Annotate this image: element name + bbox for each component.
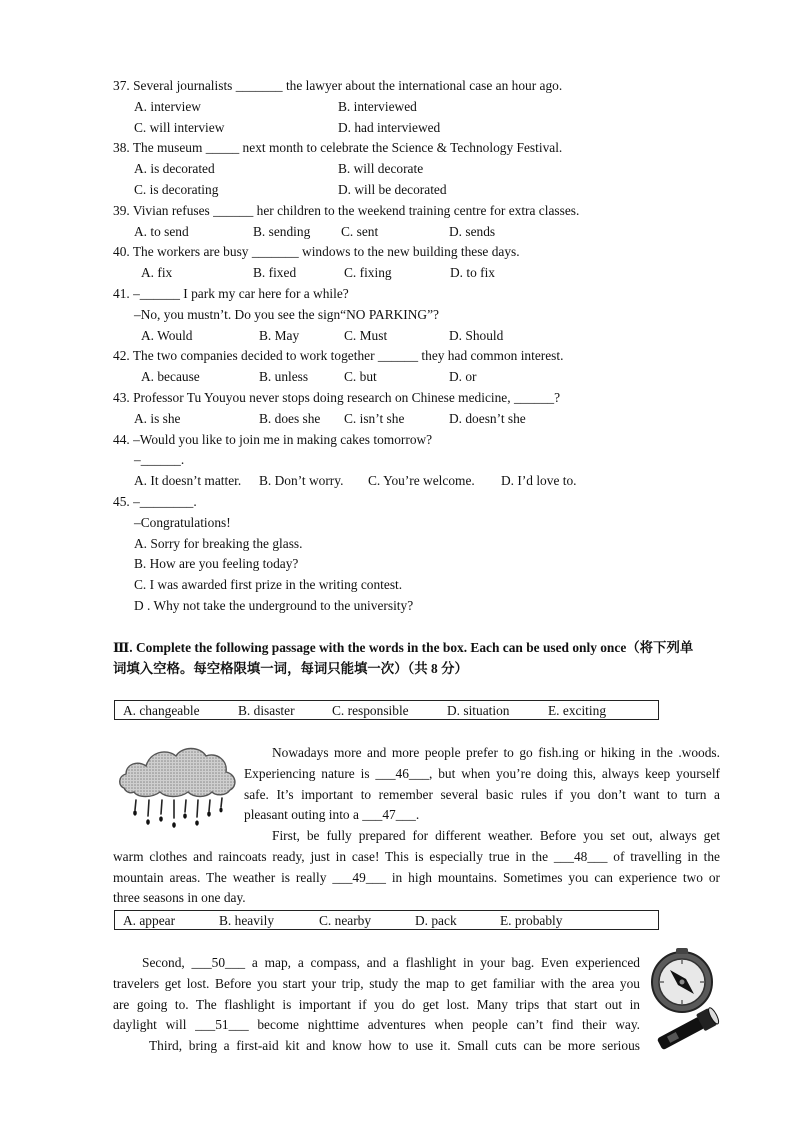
- option: A. It doesn’t matter.: [134, 473, 242, 489]
- passage-line: travelers get lost. Before you start your trip, study the map to get familiar with the area you: [113, 975, 640, 991]
- option: D. or: [449, 369, 477, 385]
- option: C. will interview: [134, 119, 225, 135]
- option: B. sending: [253, 223, 311, 239]
- option-row: [113, 471, 733, 492]
- option-row: [113, 97, 733, 118]
- question-stem: 43. Professor Tu Youyou never stops doing research on Chinese medicine, ______?: [113, 389, 561, 405]
- option: B. fixed: [253, 265, 297, 281]
- option: A. to send: [134, 223, 189, 239]
- option: D. doesn’t she: [449, 410, 526, 426]
- word-box-item: E. probably: [500, 913, 563, 928]
- question-reply: –No, you mustn’t. Do you see the sign“NO PARKING”?: [134, 306, 439, 322]
- option-row: [113, 409, 733, 430]
- option: C. Must: [344, 327, 388, 343]
- question-stem: 40. The workers are busy _______ windows to the new building these days.: [113, 244, 520, 260]
- option: C. fixing: [344, 265, 392, 281]
- word-box-item: E. exciting: [548, 703, 607, 718]
- passage-line: Experiencing nature is ___46___, but when you’re doing this, always keep yourself: [244, 765, 720, 781]
- question-stem: 38. The museum _____ next month to celebrate the Science & Technology Festival.: [113, 140, 563, 156]
- passage-line: safe. It’s important to remember several basic rules if you don’t want to turn a: [244, 786, 720, 802]
- option: A. is she: [134, 410, 181, 426]
- option-row: [113, 180, 733, 201]
- option: D. Should: [449, 327, 504, 343]
- section-title: [113, 638, 725, 679]
- passage-line: First, be fully prepared for different weather. Before you set out, always get: [272, 828, 720, 843]
- option-row: [113, 263, 733, 284]
- passage-line: warm clothes and raincoats ready, just in case! This is especially true in the ___48___ of travelling in the: [113, 848, 720, 864]
- option: A. because: [141, 369, 200, 385]
- option: D. I’d love to.: [501, 473, 577, 489]
- option: B. Don’t worry.: [259, 473, 344, 489]
- option: C. You’re welcome.: [368, 473, 475, 489]
- word-box-item: A. changeable: [123, 703, 200, 718]
- passage-paragraph-3: [113, 953, 640, 1057]
- option: B. May: [259, 327, 300, 343]
- passage-line: are going to. The flashlight is important if you do get lost. Many trips that start out in: [113, 996, 640, 1012]
- question-stem: 44. –Would you like to join me in making cakes tomorrow?: [113, 431, 433, 447]
- passage-line: three seasons in one day.: [113, 890, 246, 906]
- option: D. to fix: [450, 265, 496, 281]
- option: C. isn’t she: [344, 410, 405, 426]
- word-box-item: B. heavily: [219, 913, 275, 928]
- option: A. interview: [134, 98, 201, 114]
- option: A. Would: [141, 327, 193, 343]
- section-title-line: Ⅲ. Complete the following passage with the words in the box. Each can be used only once（将下列单: [113, 640, 694, 655]
- word-box-item: C. responsible: [332, 703, 409, 718]
- passage-line: mountain areas. The weather is really ___49___ in high mountains. Sometimes you can experience two or: [113, 869, 720, 885]
- option: C. sent: [341, 223, 379, 239]
- option: A. is decorated: [134, 161, 215, 177]
- option-row: [113, 118, 733, 139]
- multiple-choice-section: [113, 76, 733, 617]
- option: A. fix: [141, 265, 173, 281]
- question-stem: 37. Several journalists _______ the lawyer about the international case an hour ago.: [113, 78, 563, 93]
- question-reply: –______.: [134, 452, 185, 468]
- option: B. does she: [259, 410, 321, 426]
- compass-flashlight-image: [646, 948, 722, 1054]
- passage-line: Third, bring a first-aid kit and know how to use it. Small cuts can be more serious: [149, 1038, 640, 1054]
- word-box-item: A. appear: [123, 913, 176, 928]
- question-reply: –Congratulations!: [134, 514, 231, 530]
- option-row: [113, 326, 733, 347]
- question-stem: 41. –______ I park my car here for a while?: [113, 285, 349, 301]
- option: D . Why not take the underground to the university?: [134, 597, 414, 613]
- option: B. unless: [259, 369, 309, 385]
- question-stem: 45. –________.: [113, 493, 197, 509]
- question-stem: 39. Vivian refuses ______ her children to the weekend training centre for extra classes.: [113, 202, 580, 218]
- word-box-item: C. nearby: [319, 913, 372, 928]
- question-stem: 42. The two companies decided to work together ______ they had common interest.: [113, 348, 564, 364]
- option: D. had interviewed: [338, 119, 441, 135]
- passage-line: daylight will ___51___ become nighttime adventures when people can’t find their way.: [113, 1017, 640, 1033]
- option: C. is decorating: [134, 181, 219, 197]
- option: B. How are you feeling today?: [134, 556, 299, 572]
- passage-paragraph-2: [113, 826, 720, 909]
- passage-paragraph-1: [244, 743, 720, 826]
- passage-line: pleasant outing into a ___47___.: [244, 807, 420, 823]
- option: B. will decorate: [338, 161, 424, 177]
- option: C. I was awarded first prize in the writing contest.: [134, 577, 403, 593]
- section-title-line: 词填入空格。每空格限填一词，每词只能填一次）（共 8 分）: [113, 660, 468, 676]
- word-box-item: B. disaster: [238, 703, 295, 718]
- word-box-2: [114, 910, 659, 930]
- passage-line: Nowadays more and more people prefer to go fish.ing or hiking in the .woods.: [272, 745, 720, 760]
- word-box-item: D. pack: [415, 913, 457, 928]
- rain-cloud-image: [116, 742, 240, 834]
- passage-line: Second, ___50___ a map, a compass, and a flashlight in your bag. Even experienced: [142, 955, 640, 970]
- option: D. will be decorated: [338, 181, 447, 197]
- option: C. but: [344, 369, 377, 385]
- option-row: [113, 222, 733, 243]
- option-row: [113, 159, 733, 180]
- option: A. Sorry for breaking the glass.: [134, 535, 303, 551]
- word-box-1: [114, 700, 659, 720]
- option: D. sends: [449, 223, 496, 239]
- option-row: [113, 367, 733, 388]
- word-box-item: D. situation: [447, 703, 510, 718]
- option: B. interviewed: [338, 98, 417, 114]
